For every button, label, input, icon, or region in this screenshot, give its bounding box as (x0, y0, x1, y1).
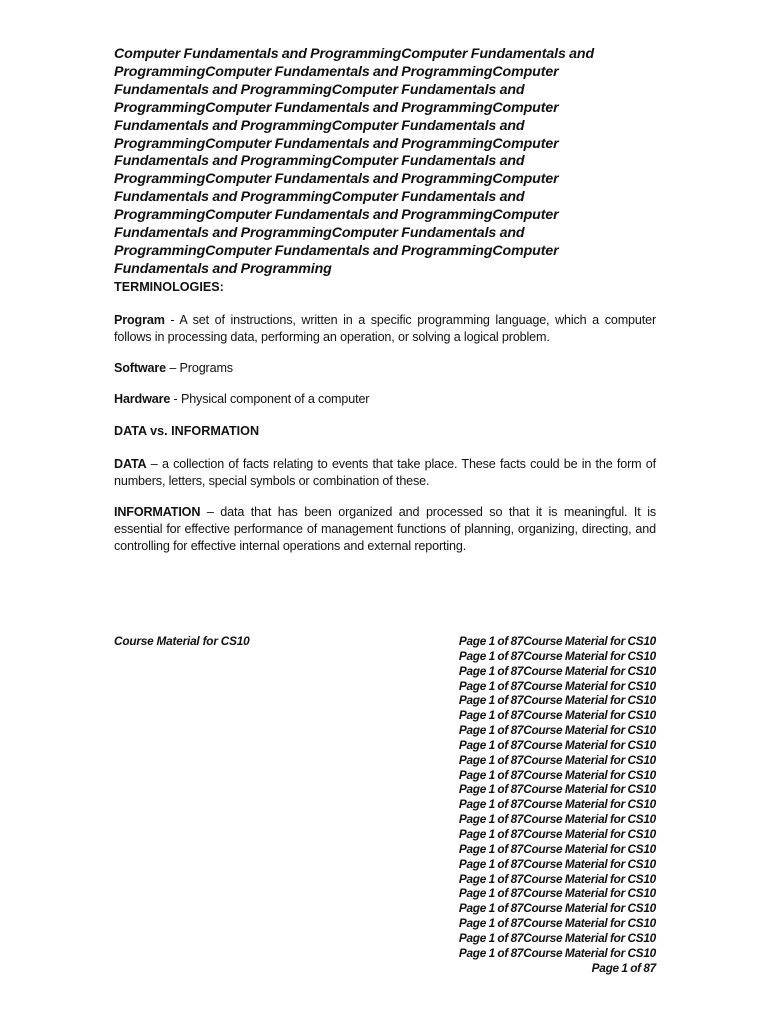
data-vs-information-heading: DATA vs. INFORMATION (114, 423, 260, 438)
software-term: Software (114, 360, 166, 375)
footer-course-label: Course Material for CS10 (114, 634, 250, 648)
footer-page-line: Page 1 of 87Course Material for CS10 (458, 782, 656, 797)
hardware-text: - Physical component of a computer (170, 391, 370, 406)
page-header-title: Computer Fundamentals and ProgrammingComputer Fundamentals and ProgrammingComputer Fundamentals and ProgrammingComputer Fundamentals and ProgrammingComputer Fundamentals and ProgrammingComputer Fundamentals and ProgrammingComputer Fundamentals and ProgrammingComputer Fundamentals and ProgrammingComputer Fundamentals and ProgrammingComputer Fundamentals and ProgrammingComputer Fundamentals and ProgrammingComputer Fundamentals and ProgrammingComputer Fundamentals and ProgrammingComputer Fundamentals and ProgrammingComputer Fundamentals and ProgrammingComputer Fundamentals and ProgrammingComputer Fundamentals and ProgrammingComputer Fundamentals and ProgrammingComputer Fundamentals and Programming (114, 46, 595, 277)
footer-page-line: Page 1 of 87Course Material for CS10 (458, 945, 656, 960)
hardware-term: Hardware (114, 391, 171, 406)
footer-page-line: Page 1 of 87Course Material for CS10 (458, 648, 656, 663)
footer-page-line: Page 1 of 87Course Material for CS10 (458, 663, 656, 678)
footer-page-line: Page 1 of 87Course Material for CS10 (458, 826, 656, 841)
footer-page-line: Page 1 of 87Course Material for CS10 (458, 916, 656, 931)
information-term: INFORMATION (114, 504, 201, 519)
data-text: – a collection of facts relating to events that take place. These facts could be in the form of numbers, letters, special symbols or combination of these. (114, 456, 656, 488)
footer-page-line: Page 1 of 87Course Material for CS10 (458, 752, 656, 767)
footer-page-line: Page 1 of 87Course Material for CS10 (458, 901, 656, 916)
footer-page-line: Page 1 of 87Course Material for CS10 (458, 812, 656, 827)
hardware-definition (114, 391, 656, 408)
footer-page-line: Page 1 of 87Course Material for CS10 (458, 856, 656, 871)
data-term: DATA (114, 456, 147, 471)
footer-page-line: Page 1 of 87Course Material for CS10 (458, 723, 656, 738)
software-text: – Programs (166, 360, 233, 375)
terminologies-heading: TERMINOLOGIES: (114, 279, 224, 294)
footer-page-line: Page 1 of 87Course Material for CS10 (458, 930, 656, 945)
footer-page-line: Page 1 of 87Course Material for CS10 (458, 708, 656, 723)
program-definition (114, 312, 656, 346)
document-page (114, 46, 656, 555)
footer-page-line: Page 1 of 87Course Material for CS10 (458, 634, 656, 648)
footer-page-line: Page 1 of 87Course Material for CS10 (458, 767, 656, 782)
footer-page-line: Page 1 of 87Course Material for CS10 (458, 737, 656, 752)
footer-page-line: Page 1 of 87Course Material for CS10 (458, 886, 656, 901)
information-definition (114, 504, 656, 555)
program-term: Program (114, 312, 165, 327)
footer-page-number: Page 1 of 87 (591, 960, 656, 975)
footer-page-lines (416, 634, 656, 975)
footer-page-line: Page 1 of 87Course Material for CS10 (458, 871, 656, 886)
footer-page-line: Page 1 of 87Course Material for CS10 (458, 797, 656, 812)
footer-page-line: Page 1 of 87Course Material for CS10 (458, 693, 656, 708)
data-definition (114, 456, 656, 490)
footer-page-line: Page 1 of 87Course Material for CS10 (458, 678, 656, 693)
information-text: – data that has been organized and processed so that it is meaningful. It is essential for effective performance of management functions of planning, organizing, directing, and controlling for effective internal operations and external reporting. (114, 504, 656, 553)
software-definition (114, 360, 656, 377)
program-text: - A set of instructions, written in a specific programming language, which a computer follows in processing data, performing an operation, or solving a logical problem. (114, 312, 656, 344)
footer-page-line: Page 1 of 87Course Material for CS10 (458, 841, 656, 856)
